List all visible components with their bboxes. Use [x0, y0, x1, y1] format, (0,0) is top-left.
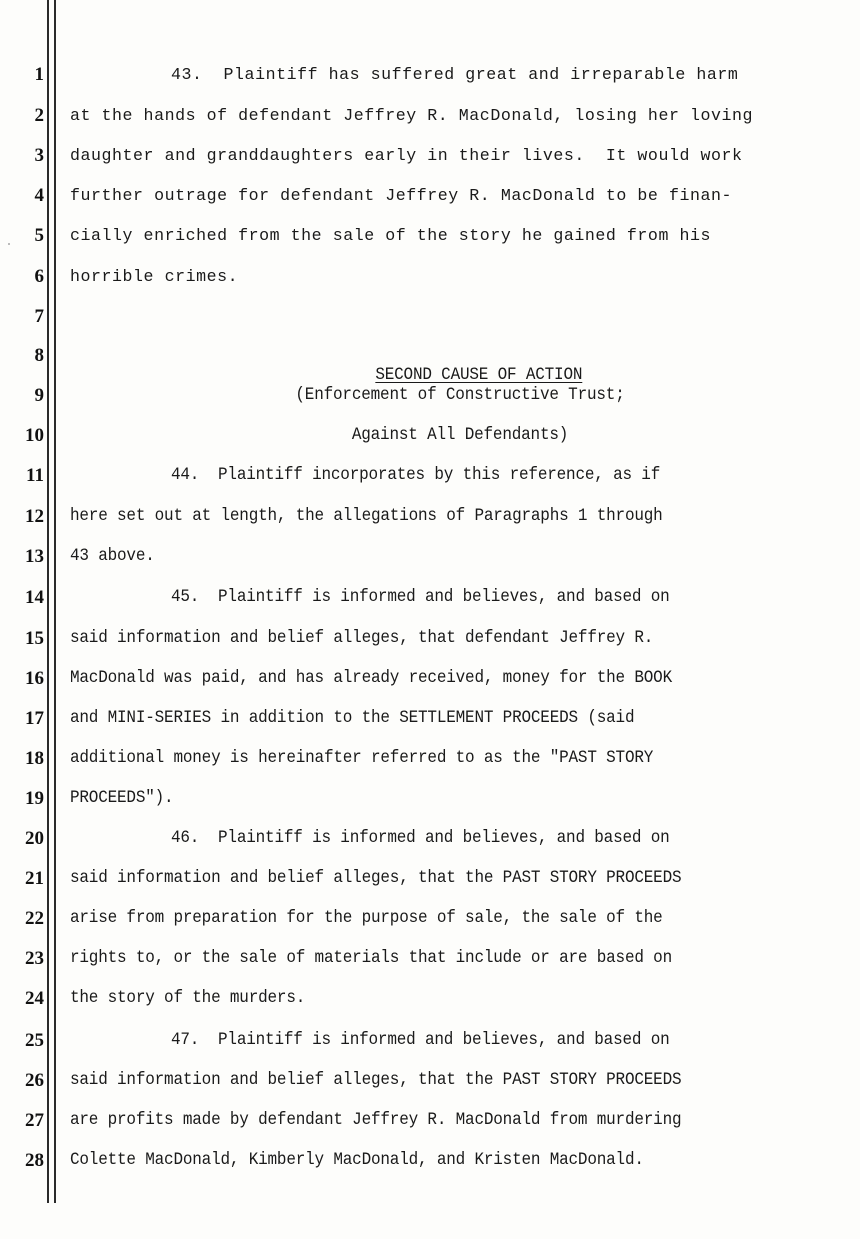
paragraph-45-line-4: and MINI-SERIES in addition to the SETTLEMENT PROCEEDS (said [70, 709, 635, 728]
line-number: 17 [25, 708, 44, 729]
section-subheading-1: (Enforcement of Constructive Trust; [295, 386, 625, 405]
paragraph-44-line-2: here set out at length, the allegations of Paragraphs 1 through [70, 507, 663, 526]
paragraph-43-line-3: daughter and granddaughters early in their lives. It would work [70, 146, 743, 165]
paragraph-46-line-4: rights to, or the sale of materials that include or are based on [70, 949, 673, 968]
paragraph-47-line-3: are profits made by defendant Jeffrey R. MacDonald from murdering [70, 1111, 682, 1130]
line-number: 26 [25, 1070, 44, 1091]
line-number: 25 [25, 1030, 44, 1051]
paragraph-43-line-2: at the hands of defendant Jeffrey R. MacDonald, losing her loving [70, 106, 754, 125]
line-number: 23 [25, 948, 44, 969]
paragraph-45-line-1: 45. Plaintiff is informed and believes, and based on [171, 588, 670, 607]
paragraph-46-line-2: said information and belief alleges, that the PAST STORY PROCEEDS [70, 869, 682, 888]
line-number: 3 [34, 145, 44, 166]
line-number: 7 [34, 306, 44, 327]
paragraph-43-line-1: 43. Plaintiff has suffered great and irreparable harm [171, 65, 739, 84]
line-number: 18 [25, 748, 44, 769]
paragraph-47-line-1: 47. Plaintiff is informed and believes, and based on [171, 1031, 670, 1050]
margin-rule-left [47, 0, 49, 1203]
paragraph-47-line-4: Colette MacDonald, Kimberly MacDonald, and Kristen MacDonald. [70, 1151, 644, 1170]
section-subheading-2: Against All Defendants) [351, 426, 569, 445]
line-number: 1 [34, 64, 44, 85]
line-number: 16 [25, 668, 44, 689]
margin-rule-right [54, 0, 56, 1203]
paragraph-43-line-5: cially enriched from the sale of the story he gained from his [70, 226, 711, 245]
paragraph-44-line-1: 44. Plaintiff incorporates by this reference, as if [171, 466, 661, 485]
line-number: 11 [26, 465, 44, 486]
line-number: 13 [25, 546, 44, 567]
paragraph-46-line-3: arise from preparation for the purpose of sale, the sale of the [70, 909, 663, 928]
line-number: 15 [25, 628, 44, 649]
line-number: 8 [34, 345, 44, 366]
line-number: 4 [34, 185, 44, 206]
paragraph-44-line-3: 43 above. [70, 547, 155, 566]
line-number: 22 [25, 908, 44, 929]
paragraph-46-line-5: the story of the murders. [70, 989, 306, 1008]
line-number: 21 [25, 868, 44, 889]
line-number: 24 [25, 988, 44, 1009]
paragraph-45-line-5: additional money is hereinafter referred to as the "PAST STORY [70, 749, 654, 768]
paragraph-43-line-6: horrible crimes. [70, 267, 239, 286]
paragraph-45-line-3: MacDonald was paid, and has already received, money for the BOOK [70, 669, 673, 688]
line-number: 2 [34, 105, 44, 126]
line-number: 19 [25, 788, 44, 809]
line-number: 10 [25, 425, 44, 446]
line-number: 20 [25, 828, 44, 849]
line-number: 5 [34, 225, 44, 246]
line-number: 9 [34, 385, 44, 406]
paragraph-45-line-2: said information and belief alleges, that defendant Jeffrey R. [70, 629, 654, 648]
line-number: 14 [25, 587, 44, 608]
paragraph-47-line-2: said information and belief alleges, that the PAST STORY PROCEEDS [70, 1071, 682, 1090]
section-heading-text: SECOND CAUSE OF ACTION [375, 366, 583, 385]
line-number: 28 [25, 1150, 44, 1171]
line-number: 12 [25, 506, 44, 527]
line-number: 6 [34, 266, 44, 287]
paragraph-46-line-1: 46. Plaintiff is informed and believes, and based on [171, 829, 670, 848]
paragraph-43-line-4: further outrage for defendant Jeffrey R. MacDonald to be finan- [70, 186, 732, 205]
paragraph-45-line-6: PROCEEDS"). [70, 789, 174, 808]
line-number: 27 [25, 1110, 44, 1131]
